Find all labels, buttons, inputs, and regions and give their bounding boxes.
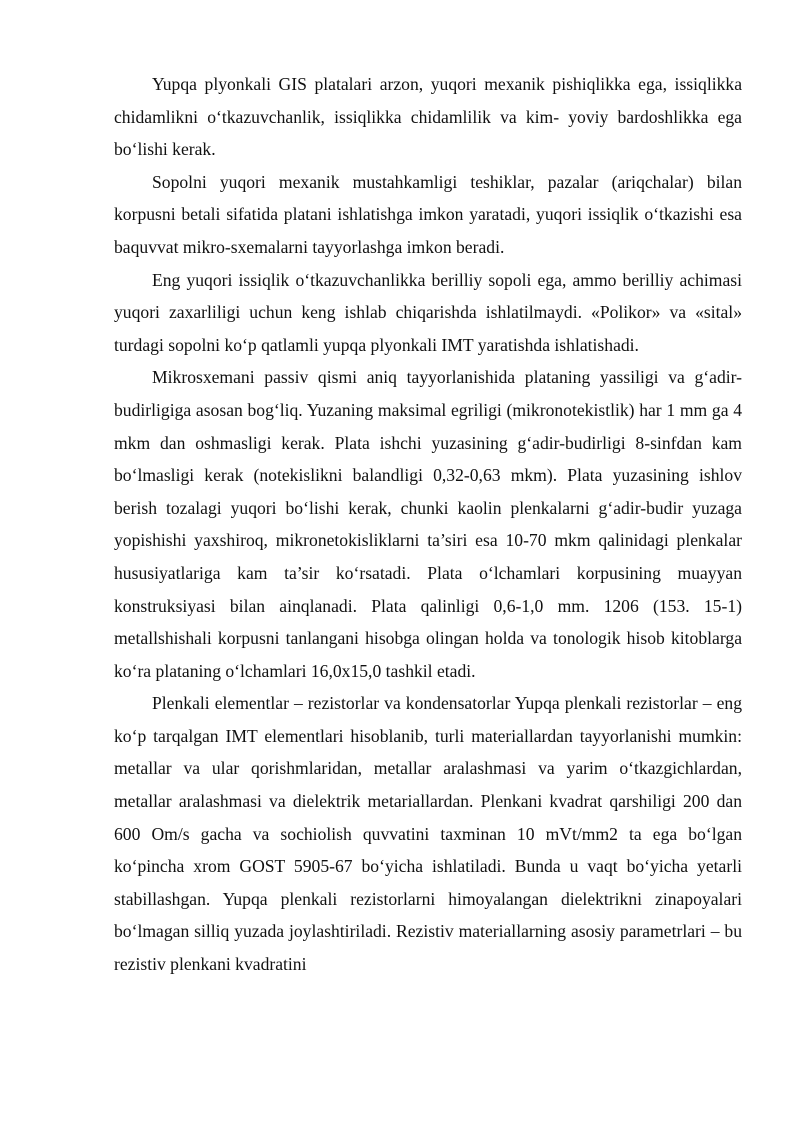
paragraph-plate-flatness: Mikrosxemani passiv qismi aniq tayyorlanishida plataning yassiligi va g‘adir-budirligiga asosan bog‘liq. Yuzaning maksimal egriligi (mikronotekistlik) har 1 mm ga 4 mkm dan oshmasligi kerak. Plata ishchi yuzasining g‘adir-budirligi 8-sinfdan kam bo‘lmasligi kerak (notekislikni balandligi 0,32-0,63 mkm). Plata yuzasining ishlov berish tozalagi yuqori bo‘lishi kerak, chunki kaolin plenkalarni g‘adir-budir yuzaga yopishishi yaxshiroq, mikronetokisliklarni ta’siri esa 10-70 mkm qalinidagi plenkalar hususiyatlariga kam ta’sir ko‘rsatadi. Plata o‘lchamlari korpusining muayyan konstruksiyasi bilan ainqlanadi. Plata qalinligi 0,6-1,0 mm. 1206 (153. 15-1) metallshishali korpusni tanlangani hisobga olingan holda va tonologik hisob kitoblarga ko‘ra plataning o‘lchamlari 16,0x15,0 tashkil etadi. bbox=[114, 367, 742, 681]
paragraph-ceramic-strength: Sopolni yuqori mexanik mustahkamligi teshiklar, pazalar (ariqchalar) bilan korpusni betali sifatida platani ishlatishga imkon yaratadi, yuqori issiqlik o‘tkazishi esa baquvvat mikro-sxemalarni tayyorlashga imkon beradi. bbox=[114, 171, 742, 257]
paragraph-film-elements: Plenkali elementlar – rezistorlar va kondensatorlar Yupqa plenkali rezistorlar – eng ko‘p tarqalgan IMT elementlari hisoblanib, turli materiallardan tayyorlanishi mumkin: metallar va ular qorishmlaridan, metallar aralashmasi va yarim o‘tkazgichlardan, metallar aralashmasi va dielektrik metariallardan. Plenkani kvadrat qarshiligi 200 dan 600 Om/s gacha va sochiolish quvvatini taxminan 10 mVt/mm2 ta ega bo‘lgan ko‘pincha xrom GOST 5905-67 bo‘yicha ishlatiladi. Bunda u vaqt bo‘yicha yetarli stabillashgan. Yupqa plenkali rezistorlarni himoyalangan dielektrikni zinapoyalari bo‘lmagan silliq yuzada joylashtiriladi. Rezistiv materiallarning asosiy parametrlari – bu rezistiv plenkani kvadratini bbox=[114, 693, 742, 975]
paragraph-gis-plates: Yupqa plyonkali GIS platalari arzon, yuqori mexanik pishiqlikka ega, issiqlikka chidamlikni o‘tkazuvchanlik, issiqlikka chidamlilik va kim- yoviy bardoshlikka ega bo‘lishi kerak. bbox=[114, 74, 742, 160]
paragraph-beryllium-ceramic: Eng yuqori issiqlik o‘tkazuvchanlikka berilliy sopoli ega, ammo berilliy achimasi yuqori zaxarliligi uchun keng ishlab chiqarishda ishlatilmaydi. «Polikor» va «sital» turdagi sopolni ko‘p qatlamli yupqa plyonkali IMT yaratishda ishlatishadi. bbox=[114, 269, 742, 355]
document-page bbox=[114, 68, 742, 981]
